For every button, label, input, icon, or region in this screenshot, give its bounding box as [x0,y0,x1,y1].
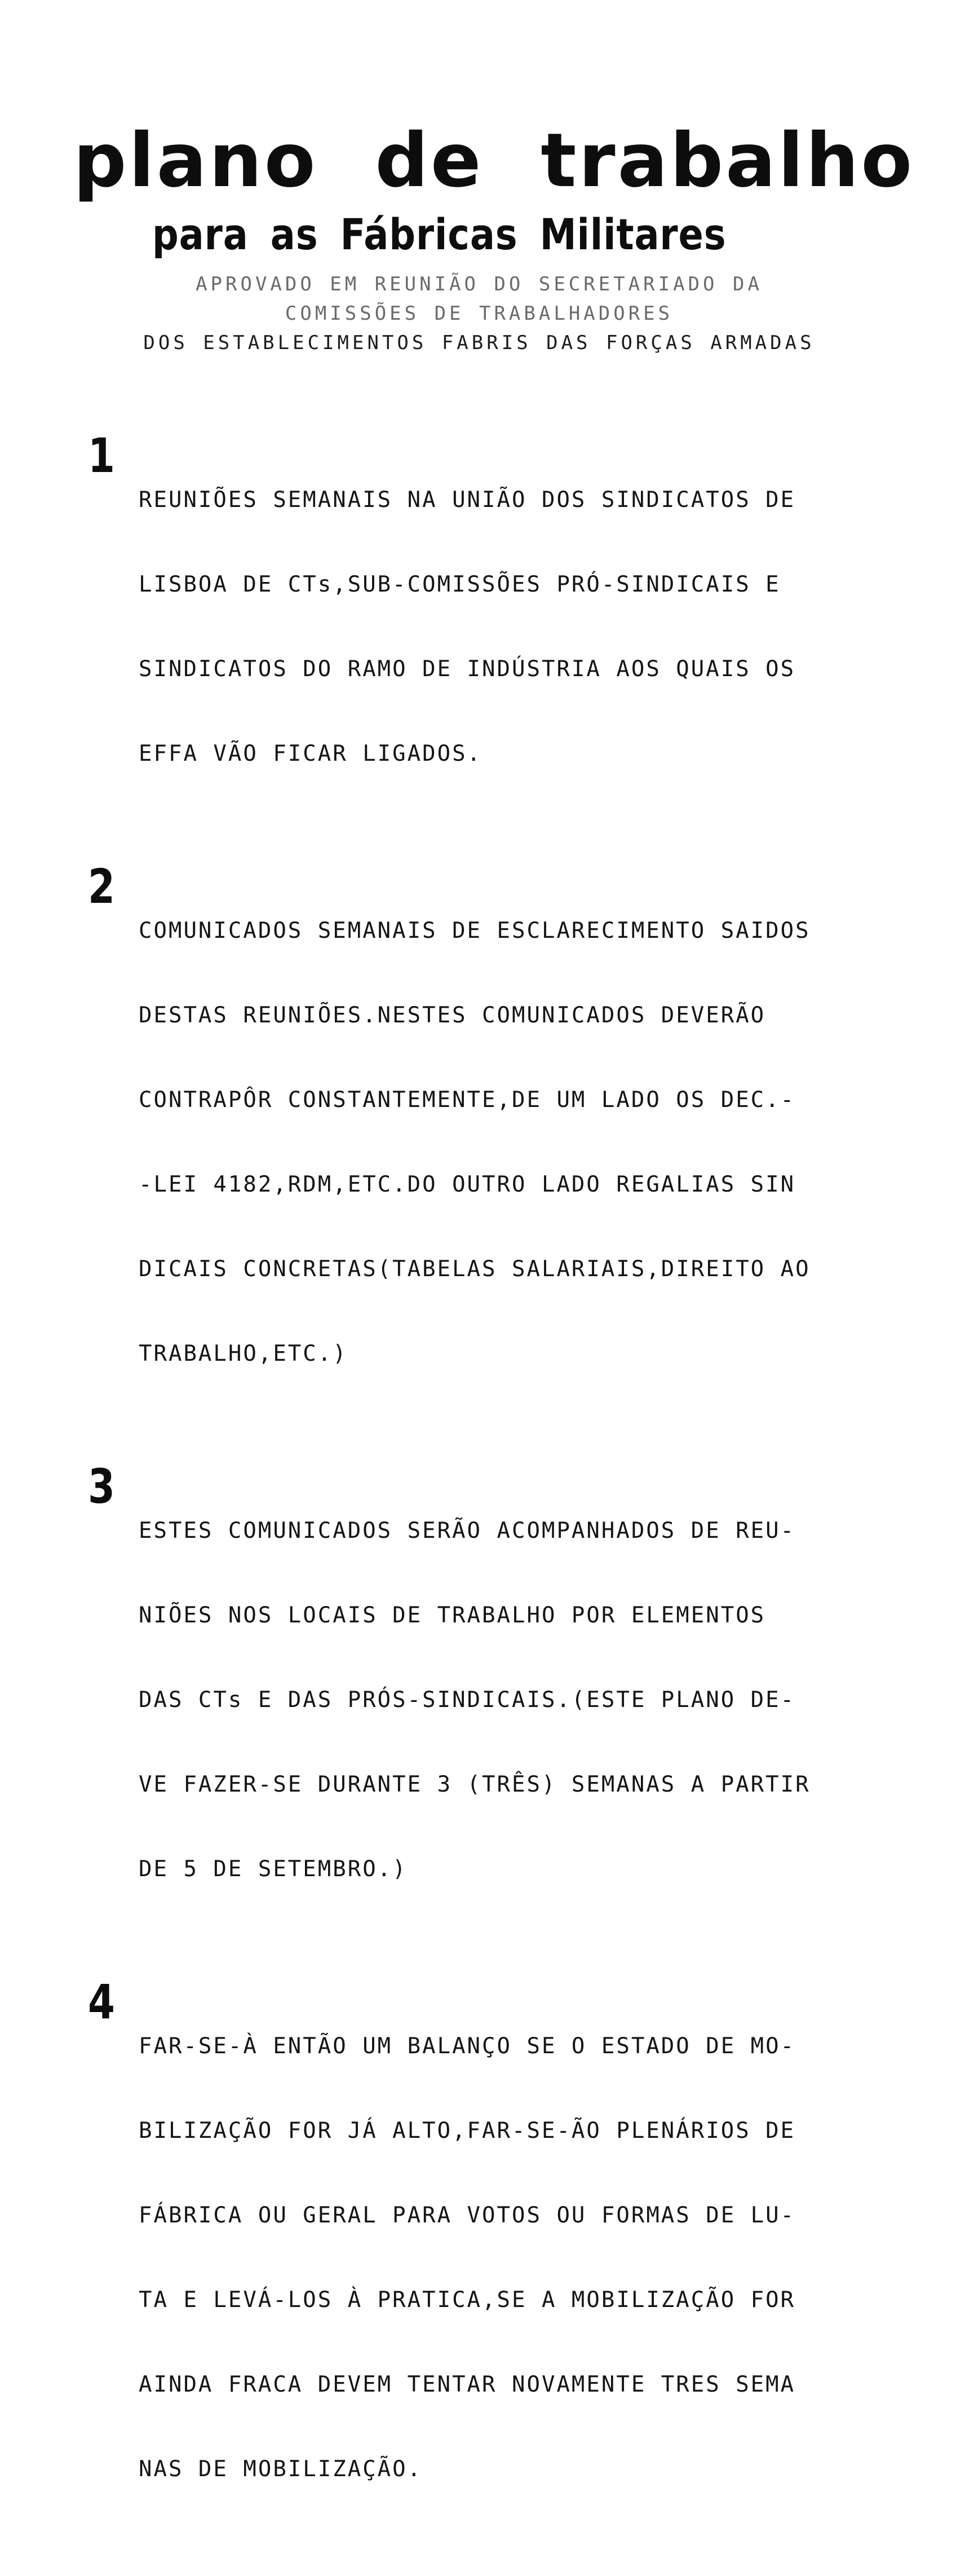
text-line: DE 5 DE SETEMBRO.) [139,1856,408,1882]
approval-line: DOS ESTABLECIMENTOS FABRIS DAS FORÇAS ARMADAS [143,332,815,354]
text-line: NAS DE MOBILIZAÇÃO. [139,2456,423,2482]
text-line: FAR-SE-À ENTÃO UM BALANÇO SE O ESTADO DE MO- [139,2034,796,2059]
plan-item-text [139,861,888,1424]
text-line: LISBOA DE CTs,SUB-COMISSÕES PRÓ-SINDICAIS E [139,572,781,597]
plan-item-number: 1 [88,428,115,483]
plan-item-text [139,1976,888,2540]
plan-item-number: 2 [88,859,115,914]
text-line: DESTAS REUNIÕES.NESTES COMUNICADOS DEVERÃO [139,1003,766,1028]
text-line: AINDA FRACA DEVEM TENTAR NOVAMENTE TRES SEMA [139,2372,796,2397]
text-line: -LEI 4182,RDM,ETC.DO OUTRO LADO REGALIAS SIN [139,1172,796,1197]
text-line: TA E LEVÁ-LOS À PRATICA,SE A MOBILIZAÇÃO FOR [139,2287,796,2313]
work-plan-list [88,430,888,2576]
text-line: EFFA VÃO FICAR LIGADOS. [139,741,482,766]
text-line: COMUNICADOS SEMANAIS DE ESCLARECIMENTO SAIDOS [139,918,811,943]
text-line: DICAIS CONCRETAS(TABELAS SALARIAIS,DIREITO AO [139,1256,811,1282]
text-line: TRABALHO,ETC.) [139,1341,348,1366]
approval-note [56,270,902,358]
plan-item [88,430,888,824]
plan-item-text [139,1461,888,1940]
plan-item-number: 4 [88,1974,115,2030]
approval-line: COMISSÕES DE TRABALHADORES [285,302,674,325]
text-line: BILIZAÇÃO FOR JÁ ALTO,FAR-SE-ÃO PLENÁRIOS DE [139,2118,796,2143]
text-line: DAS CTs E DAS PRÓS-SINDICAIS.(ESTE PLANO DE- [139,1687,796,1713]
text-line: SINDICATOS DO RAMO DE INDÚSTRIA AOS QUAIS OS [139,656,796,682]
plan-item [88,1461,888,1940]
plan-item [88,1976,888,2540]
plan-item [88,861,888,1424]
text-line: REUNIÕES SEMANAIS NA UNIÃO DOS SINDICATOS DE [139,487,796,513]
document-subtitle: para as Fábricas Militares [152,209,727,259]
text-line: FÁBRICA OU GERAL PARA VOTOS OU FORMAS DE LU- [139,2203,796,2228]
text-line: ESTES COMUNICADOS SERÃO ACOMPANHADOS DE REU- [139,1518,796,1543]
plan-item-text [139,430,888,824]
text-line: VE FAZER-SE DURANTE 3 (TRÊS) SEMANAS A PARTIR [139,1772,811,1797]
text-line: CONTRAPÔR CONSTANTEMENTE,DE UM LADO OS DEC.- [139,1087,796,1113]
plan-item-number: 3 [88,1459,115,1514]
text-line: NIÕES NOS LOCAIS DE TRABALHO POR ELEMENTOS [139,1603,766,1628]
approval-line: APROVADO EM REUNIÃO DO SECRETARIADO DA [196,273,763,295]
document-title: plano de trabalho [73,117,915,204]
